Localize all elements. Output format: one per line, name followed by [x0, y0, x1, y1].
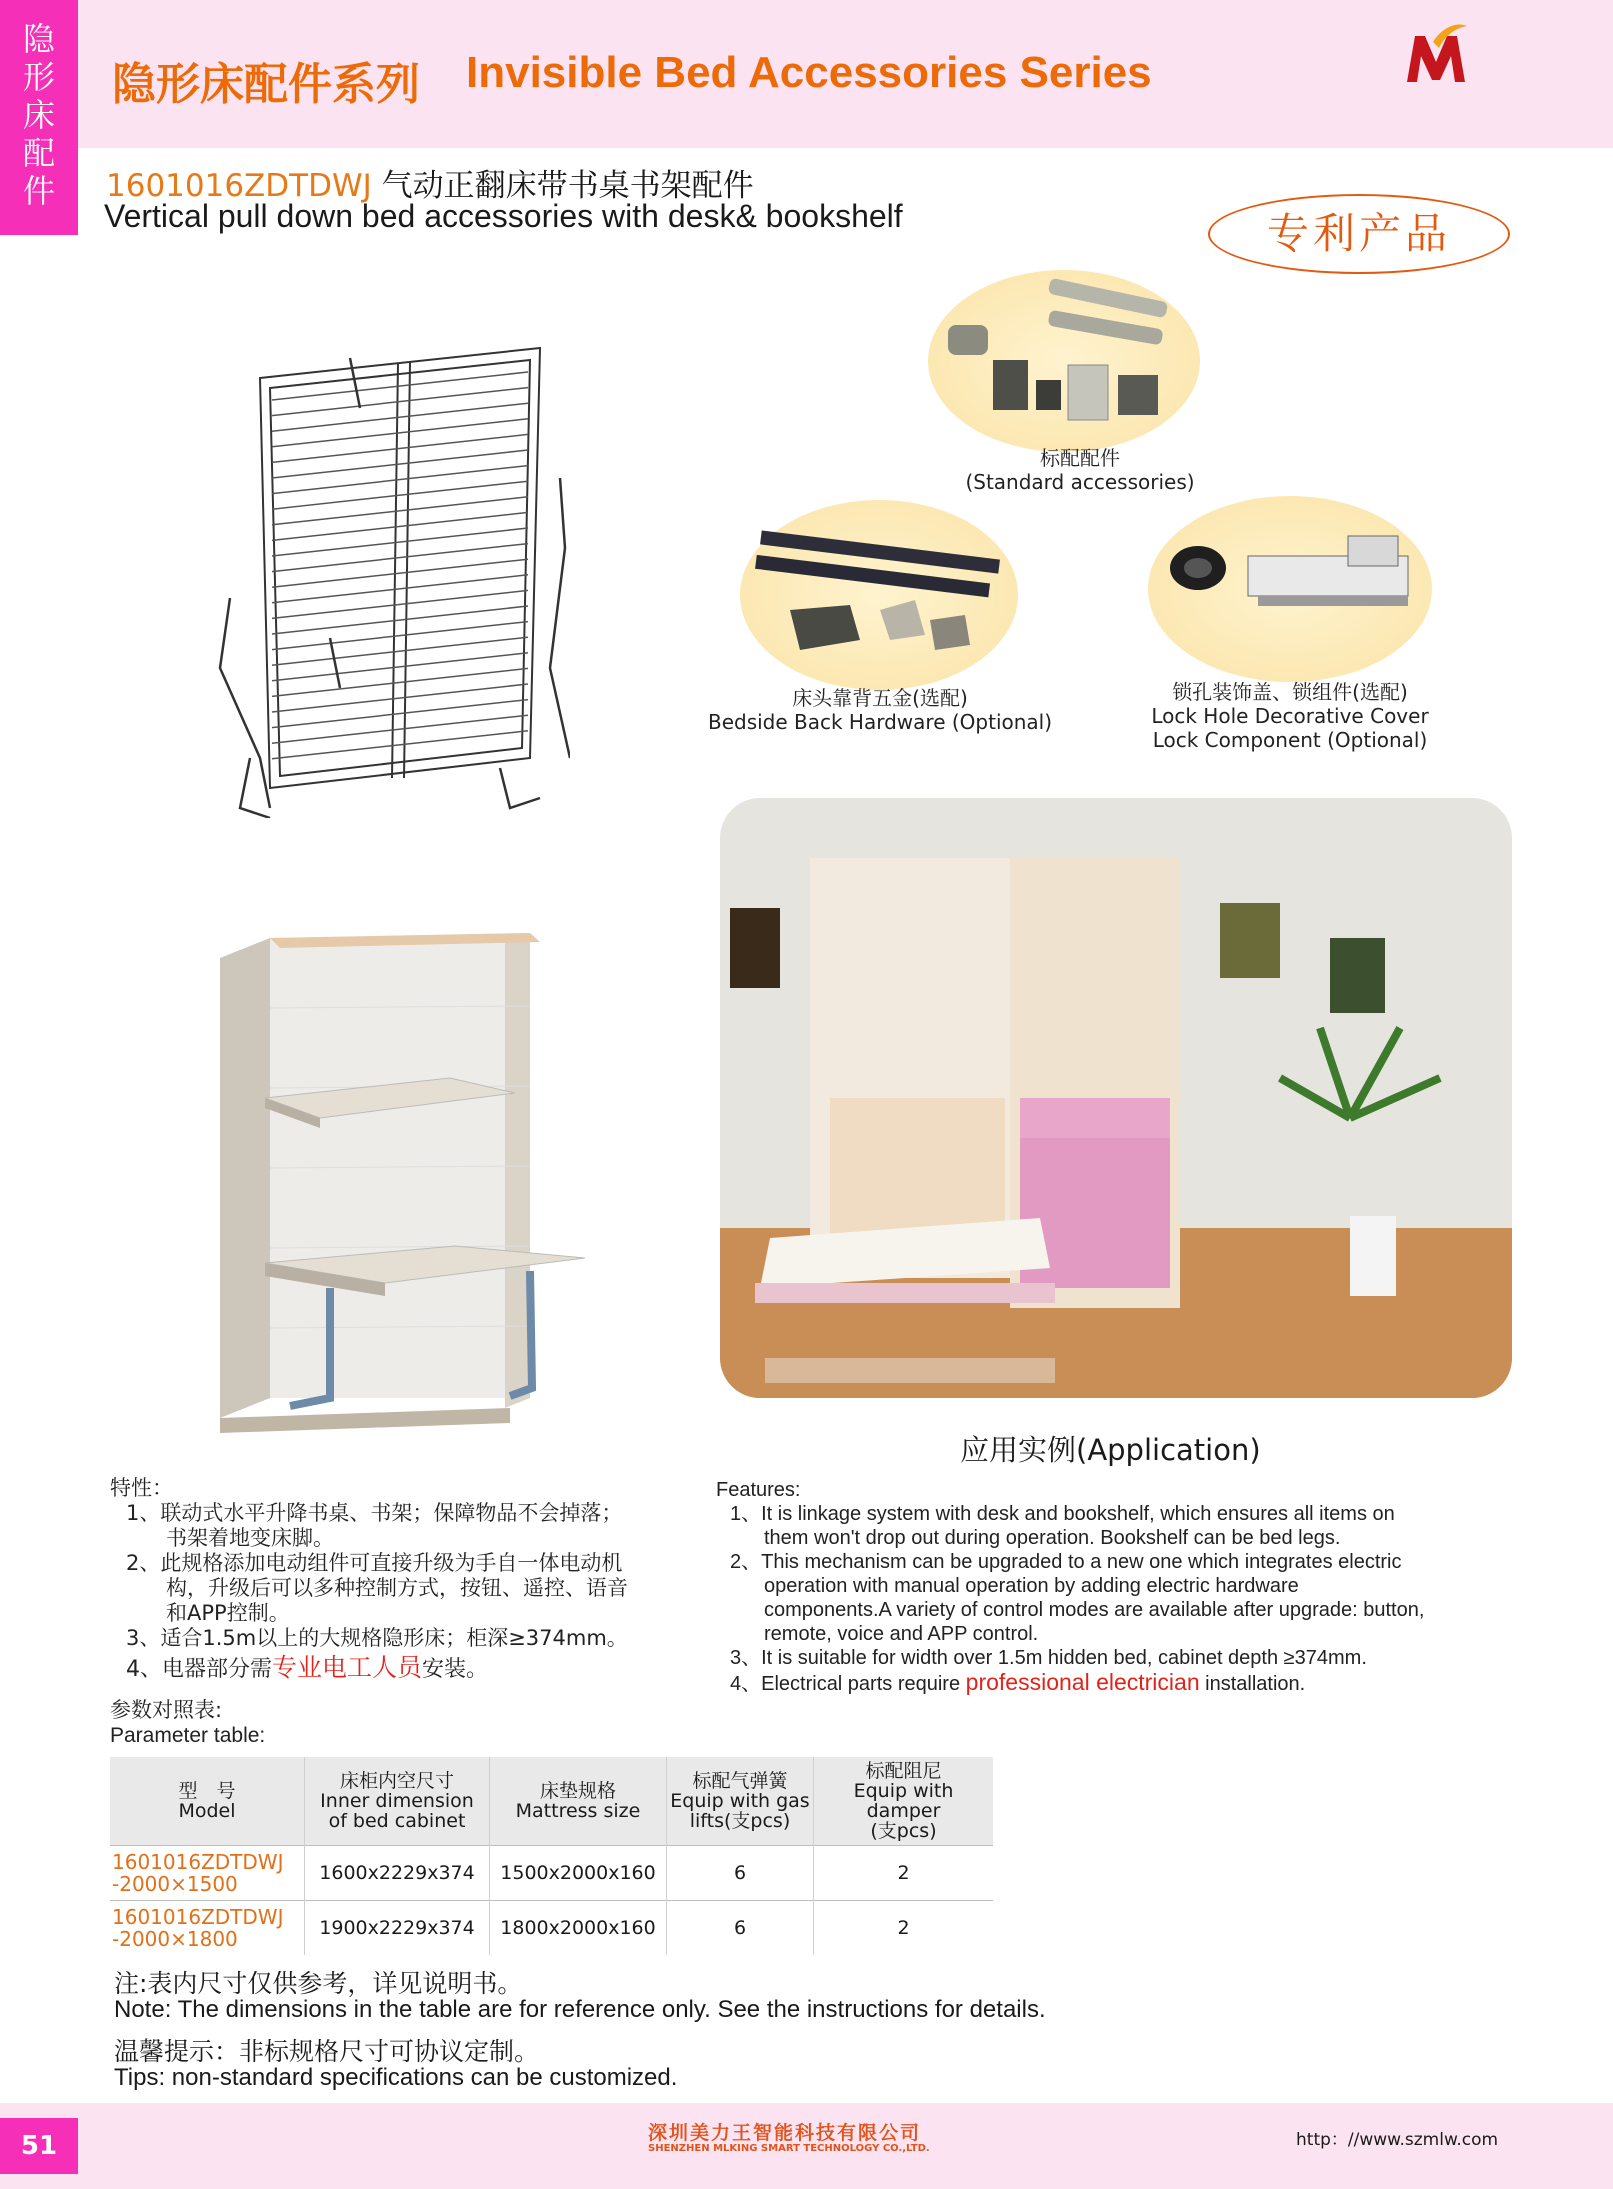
feature-cn-line-4: 4、电器部分需专业电工人员安装。 [126, 1653, 489, 1682]
feature-cn-line: 1、联动式水平升降书桌、书架；保障物品不会掉落； [126, 1501, 623, 1525]
feature-cn-line: 书架着地变床脚。 [166, 1526, 334, 1550]
feature-cn-line: 3、适合1.5m以上的大规格隐形床；柜深≥374mm。 [126, 1626, 628, 1650]
page-title-en: Invisible Bed Accessories Series [466, 48, 1152, 97]
tips-cn: 温馨提示：非标规格尺寸可协议定制。 [114, 2037, 540, 2066]
feature-en-line: 2、This mechanism can be upgraded to a new one which integrates electric [730, 1551, 1402, 1573]
feature-en-line: them won't drop out during operation. Bookshelf can be bed legs. [764, 1527, 1341, 1549]
standard-accessories-caption: 标配配件 (Standard accessories) [965, 446, 1195, 494]
cabinet-with-desk-drawing [210, 928, 590, 1448]
feature-en-line: operation with manual operation by adding electric hardware [764, 1575, 1299, 1597]
brand-logo-icon [1403, 22, 1469, 88]
application-caption: 应用实例(Application) [960, 1433, 1261, 1467]
cell-gas: 6 [667, 1901, 814, 1956]
table-row [110, 1846, 993, 1901]
cell-model: 1601016ZDTDWJ -2000×1500 [110, 1846, 305, 1901]
bed-slat-line [272, 512, 528, 540]
bed-slat-line [272, 668, 528, 696]
bed-slat-line [272, 590, 528, 618]
cell-damper: 2 [814, 1901, 994, 1956]
feature-en-line: 1、It is linkage system with desk and bookshelf, which ensures all items on [730, 1503, 1395, 1525]
features-cn [110, 1476, 690, 1682]
bed-frame-drawing [210, 338, 570, 818]
feature-en-line: 3、It is suitable for width over 1.5m hidden bed, cabinet depth ≥374mm. [730, 1647, 1367, 1669]
features-en-heading: Features: [716, 1479, 801, 1501]
bedside-hardware-image [740, 500, 1018, 690]
note-cn: 注:表内尺寸仅供参考，详见说明书。 [114, 1969, 523, 1998]
bed-slat-line [272, 544, 528, 572]
feature-cn-line: 2、此规格添加电动组件可直接升级为手自一体电动机 [126, 1551, 623, 1575]
col-header-gas: 标配气弹簧 Equip with gas lifts(支pcs) [667, 1757, 814, 1846]
product-name-cn: 气动正翻床带书桌书架配件 [381, 168, 754, 204]
cell-inner: 1900x2229x374 [305, 1901, 490, 1956]
cell-mattress: 1800x2000x160 [490, 1901, 667, 1956]
bed-slat-line [272, 434, 528, 462]
col-header-model: 型 号 Model [110, 1757, 305, 1846]
product-code: 1601016ZDTDWJ [106, 168, 372, 204]
cell-mattress: 1500x2000x160 [490, 1846, 667, 1901]
bedside-hardware-caption: 床头靠背五金(选配) Bedside Back Hardware (Optional) [707, 686, 1053, 734]
bed-slat-line [272, 450, 528, 478]
col-header-mattress: 床垫规格 Mattress size [490, 1757, 667, 1846]
note-en: Note: The dimensions in the table are for reference only. See the instructions for details. [114, 1996, 1046, 2023]
feature-en-line-4: 4、Electrical parts require professional electrician installation. [730, 1669, 1306, 1695]
bed-slat-line [272, 684, 528, 712]
application-room-photo [720, 798, 1512, 1398]
bed-slat-line [272, 575, 528, 603]
bed-slat-line [272, 622, 528, 650]
page-title-cn: 隐形床配件系列 [112, 59, 420, 110]
bed-slat-line [272, 606, 528, 634]
electrician-highlight-en: professional electrician [965, 1669, 1200, 1695]
lock-component-caption: 锁孔装饰盖、锁组件(选配) Lock Hole Decorative Cover Lock Component (Optional) [1151, 680, 1429, 752]
table-header-row [110, 1757, 993, 1846]
feature-cn-line: 构，升级后可以多种控制方式，按钮、遥控、语音 [166, 1576, 628, 1600]
bed-slat-line [272, 497, 528, 525]
bed-slat-line [272, 466, 528, 494]
col-header-inner: 床柜内空尺寸 Inner dimension of bed cabinet [305, 1757, 490, 1846]
feature-en-line: remote, voice and APP control. [764, 1623, 1039, 1645]
bed-slat-line [272, 715, 528, 743]
cell-damper: 2 [814, 1846, 994, 1901]
company-name-en: SHENZHEN MLKING SMART TECHNOLOGY CO.,LTD. [648, 2143, 930, 2154]
bed-slat-line [272, 653, 528, 681]
page-number: 51 [0, 2118, 78, 2174]
bed-slat-line [272, 372, 528, 400]
features-en [716, 1478, 1516, 1696]
bed-slat-line [272, 528, 528, 556]
tips-en: Tips: non-standard specifications can be customized. [114, 2064, 678, 2091]
bed-slat-line [272, 637, 528, 665]
bed-slat-line [272, 419, 528, 447]
cell-gas: 6 [667, 1846, 814, 1901]
bed-slat-line [272, 731, 528, 759]
cell-inner: 1600x2229x374 [305, 1846, 490, 1901]
bed-slat-line [272, 700, 528, 728]
company-name-cn: 深圳美力王智能科技有限公司 [648, 2122, 922, 2144]
bed-slat-line [272, 388, 528, 416]
col-header-damper: 标配阻尼 Equip with damper (支pcs) [814, 1757, 994, 1846]
website-link[interactable]: http：//www.szmlw.com [1296, 2130, 1499, 2150]
bed-slat-line [272, 481, 528, 509]
features-cn-heading: 特性： [110, 1476, 173, 1500]
table-row [110, 1901, 993, 1956]
product-name-en: Vertical pull down bed accessories with desk& bookshelf [104, 198, 903, 234]
standard-accessories-image [928, 270, 1200, 452]
bed-slat-line [272, 559, 528, 587]
feature-en-line: components.A variety of control modes are available after upgrade: button, [764, 1599, 1425, 1621]
feature-cn-line: 和APP控制。 [166, 1601, 290, 1625]
cell-model: 1601016ZDTDWJ -2000×1800 [110, 1901, 305, 1956]
category-side-tab: 隐 形 床 配 件 [0, 0, 78, 235]
parameter-table [110, 1757, 993, 1955]
patent-badge: 专利产品 [1208, 194, 1510, 274]
lock-component-image [1148, 496, 1432, 682]
electrician-highlight-cn: 专业电工人员 [272, 1653, 423, 1682]
bed-slat-line [272, 403, 528, 431]
param-table-heading: 参数对照表: Parameter table: [110, 1698, 266, 1747]
